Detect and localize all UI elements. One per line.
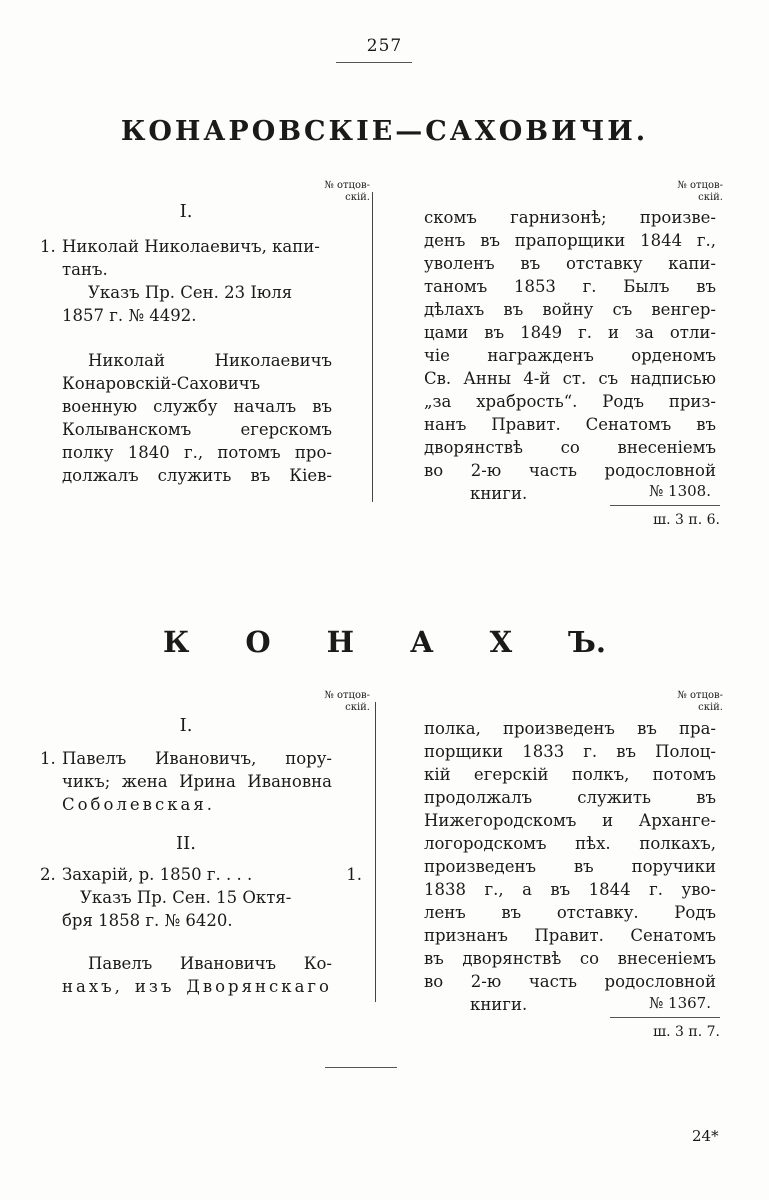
section2-left-col-header: № отцов- скій. <box>324 690 370 713</box>
section1-left-column <box>40 200 332 487</box>
title-letter: А <box>410 625 434 659</box>
bio-line: во 2-ю часть родословной <box>424 972 716 991</box>
bio-line: полка, произведенъ въ пра- <box>424 719 716 738</box>
bio-line: денъ въ прапорщики 1844 г., <box>424 231 716 250</box>
entry-number: 1. <box>40 237 56 256</box>
entry-decree: Указъ Пр. Сен. 15 Октя- <box>80 888 292 907</box>
section2-shelf-mark: ш. 3 п. 7. <box>610 1017 720 1040</box>
entry-name: Павелъ Ивановичъ, пору- <box>62 749 332 768</box>
bio-line: Павелъ Ивановичъ Ко- <box>88 954 332 973</box>
title-letter: Ъ. <box>568 625 607 659</box>
title-letter: О <box>245 625 271 659</box>
section1-title: КОНАРОВСКІЕ—САХОВИЧИ. <box>120 116 649 147</box>
section2-title <box>0 625 769 659</box>
page-number: 257 <box>366 36 403 56</box>
bio-line: таномъ 1853 г. Былъ въ <box>424 277 716 296</box>
section2-roman-numeral-2: II. <box>176 833 196 854</box>
section1-entry <box>40 235 332 327</box>
title-letter: Н <box>326 625 355 659</box>
section1-column-divider <box>372 192 373 502</box>
section2-biography-left <box>40 952 332 998</box>
bio-line: логородскомъ пѣх. полкахъ, <box>424 834 716 853</box>
bio-line: дѣлахъ въ войну съ венгер- <box>424 300 716 319</box>
entry-decree: Указъ Пр. Сен. 23 Іюля <box>88 283 293 302</box>
title-letter: Х <box>489 625 513 659</box>
bio-line: чіе награжденъ орденомъ <box>424 346 716 365</box>
section2-right-column <box>424 717 716 1016</box>
bio-line: кій егерскій полкъ, потомъ <box>424 765 716 784</box>
bio-line: уволенъ въ отставку капи- <box>424 254 716 273</box>
section1-left-col-header: № отцов- скій. <box>324 180 370 203</box>
section1-right-column <box>424 206 716 505</box>
page-number-rule <box>336 62 412 63</box>
entry-spouse-cont: Соболевская. <box>62 795 216 814</box>
bio-line: произведенъ въ поручики <box>424 857 716 876</box>
signature-mark: 24* <box>692 1127 719 1145</box>
bio-line: дворянствѣ со внесеніемъ <box>424 438 716 457</box>
section1-reference: № 1308. <box>649 482 711 500</box>
bio-line: 1838 г., а въ 1844 г. уво- <box>424 880 716 899</box>
section2-right-col-header: № отцов- скій. <box>677 690 723 713</box>
bio-line: Конаровскій-Саховичъ <box>62 374 261 393</box>
bio-line: Николай Николаевичъ <box>88 351 332 370</box>
bio-line: цами въ 1849 г. и за отли- <box>424 323 716 342</box>
section1-right-col-header: № отцов- скій. <box>677 180 723 203</box>
title-letter: К <box>162 625 190 659</box>
section2-roman-numeral-1: I. <box>179 715 193 736</box>
bio-line: въ дворянствѣ со внесеніемъ <box>424 949 716 968</box>
entry-number: 1. <box>40 749 56 768</box>
bio-line: „за храбрость“. Родъ приз- <box>424 392 716 411</box>
bio-line: полку 1840 г., потомъ про- <box>62 443 332 462</box>
entry-name: Николай Николаевичъ, капи- <box>62 237 320 256</box>
section2-entry-1 <box>40 747 332 816</box>
bio-line: порщики 1833 г. въ Полоц- <box>424 742 716 761</box>
bio-line: Нижегородскомъ и Арханге- <box>424 811 716 830</box>
entry-spouse: чикъ; жена Ирина Ивановна <box>62 772 332 791</box>
section1-biography-left <box>40 349 332 487</box>
bio-line: нахъ, изъ Дворянскаго <box>62 977 332 996</box>
bio-line: скомъ гарнизонѣ; произве- <box>424 208 716 227</box>
entry-name: Захарій, р. 1850 г. . . . <box>62 865 253 884</box>
section1-shelf-mark: ш. 3 п. 6. <box>610 505 720 528</box>
section2-entry-2 <box>40 863 362 932</box>
entry-decree-cont: 1857 г. № 4492. <box>62 306 197 325</box>
section2-reference: № 1367. <box>649 994 711 1012</box>
bio-line: Св. Анны 4-й ст. съ надписью <box>424 369 716 388</box>
section2-column-divider <box>375 702 376 1002</box>
entry-number: 2. <box>40 865 56 884</box>
bio-line: книги. <box>470 995 528 1014</box>
bio-line: нанъ Правит. Сенатомъ въ <box>424 415 716 434</box>
bio-line: признанъ Правит. Сенатомъ <box>424 926 716 945</box>
entry-father-number: 1. <box>346 865 362 884</box>
bio-line: продолжалъ служить въ <box>424 788 716 807</box>
section1-roman-numeral: I. <box>179 201 193 222</box>
bio-line: ленъ въ отставку. Родъ <box>424 903 716 922</box>
bio-line: во 2-ю часть родословной <box>424 461 716 480</box>
entry-name-cont: танъ. <box>62 260 108 279</box>
bio-line: Колыванскомъ егерскомъ <box>62 420 332 439</box>
section-separator <box>325 1067 397 1068</box>
entry-row <box>62 863 362 886</box>
bio-line: книги. <box>470 484 528 503</box>
entry-decree-cont: бря 1858 г. № 6420. <box>62 911 233 930</box>
section2-left-column <box>40 714 362 998</box>
bio-line: должалъ служить въ Кіев- <box>62 466 332 485</box>
bio-line: военную службу началъ въ <box>62 397 332 416</box>
